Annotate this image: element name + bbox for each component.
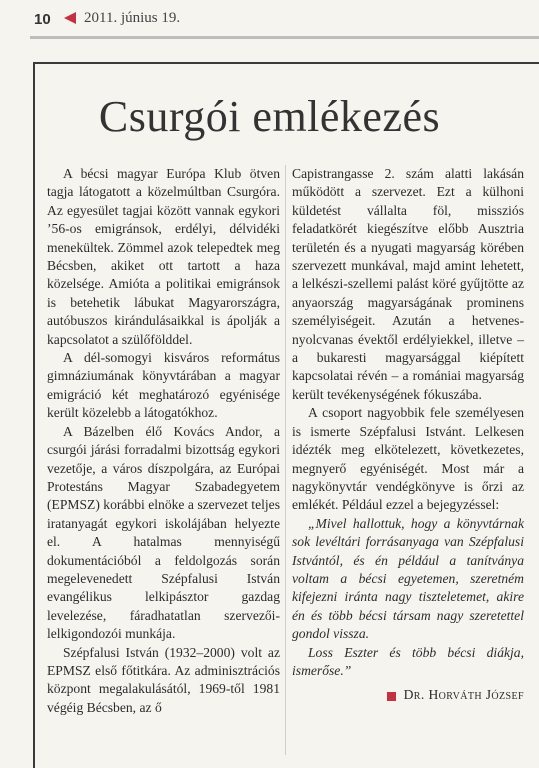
paragraph: Szépfalusi István (1932–2000) volt az EPMSZ első főtitkára. Az adminisztrációs központ megalakulásától, 1969-től 1981 végéig Bécsben, az ő (47, 644, 280, 715)
paragraph: Capistrangasse 2. szám alatti lakásán működött a szervezet. Ezt a külhoni küldetést vállalta föl, missziós feladatkörét kiegészítve előbb Ausztria területén és a nyugati magyarság körében szervezett munkával, majd amint lehetett, a lelkészi-szellemi palást köré gyűjtötte az anyaország magyarságának prominens személyiségeit. Azután a hetvenes-nyolcvanas évektől erdélyiekkel, illetve – a bukaresti magyarsággal kiépített kapcsolatai révén – a romániai magyarság került tevékenységének fókuszába. (292, 166, 524, 402)
header-rule (30, 36, 539, 39)
paragraph: A bécsi magyar Európa Klub ötven tagja látogatott a közelmúltban Csurgóra. Az egyesület tagjai között vannak egykori ’56-os emigránsok, erdélyi, délvidéki menekültek. Zömmel azok telepedtek meg Bécsben, akiket ott tartott a haza közelsége. Amióta a politikai emigránsok is betehetik lábukat Magyarországra, autóbuszos kirándulásaikkal is ápolják a kapcsolatot a szülőfölddel. (47, 166, 280, 347)
article-title: Csurgói emlékezés (98, 92, 441, 141)
square-bullet-icon (387, 692, 396, 701)
article-column-left (47, 165, 280, 717)
left-arrow-icon (62, 10, 78, 26)
paragraph: A csoport nagyobbik fele személyesen is ismerte Szépfalusi Istvánt. Lelkesen idézték meg elkötelezett, következetes, megnyerő egyéniségét. Most már a nagykönyvtár vendégkönyve is őrzi az emlékét. Például ezzel a bejegyzéssel: (292, 405, 524, 513)
column-divider (285, 165, 286, 755)
page-number: 10 (34, 11, 51, 28)
article-column-right (292, 165, 524, 705)
paragraph: A Bázelben élő Kovács Andor, a csurgói járási forradalmi bizottság egykori vezetője, a város díszpolgára, az Európai Protestáns Magyar Szabadegyetem (EPMSZ) korábbi elnöke a szervezet teljes iratanyagát egykori iskolájában helyezte el. A hatalmas mennyiségű dokumentációból a feldolgozás során megelevenedett Szépfalusi István evangélikus lelkipásztor gazdag levelezése, fáradhatatlan szervezői-lelkigondozói munkája. (47, 423, 280, 642)
paragraph: A dél-somogyi kisváros református gimnáziumának könyvtárában a magyar emigráció két meghatározó egyénisége került közelebb a látogatókhoz. (47, 350, 280, 421)
issue-date: 2011. június 19. (84, 10, 181, 26)
page-header (0, 0, 539, 40)
guestbook-quote-signoff: Loss Eszter és több bécsi diákja, ismerőse.” (292, 644, 524, 678)
author-name: Dr. Horváth József (403, 687, 524, 703)
guestbook-quote: „Mivel hallottuk, hogy a könyvtárnak sok levéltári forrásanyaga van Szépfalusi Istvántól, és én például a tanítványa voltam a bécsi egyetemen, szeretném kifejezni iránta nagy tiszteletemet, akire én és több bécsi társam nagy szeretettel gondol vissza. (292, 515, 524, 642)
author-byline (292, 686, 524, 704)
